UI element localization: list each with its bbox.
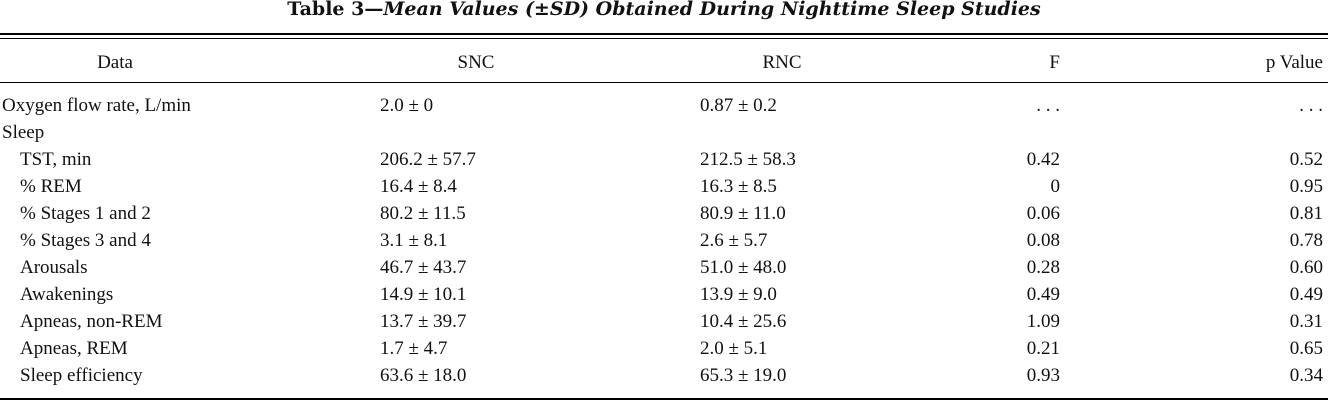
snc-value: 14.9 ± 10.1: [380, 284, 467, 305]
header-row: [0, 49, 1328, 77]
rnc-value: 10.4 ± 25.6: [700, 311, 787, 332]
p-value: 0.60: [1289, 257, 1323, 278]
snc-value: 2.0 ± 0: [380, 95, 434, 116]
header-data: Data: [97, 52, 133, 73]
snc-value: 16.4 ± 8.4: [380, 176, 457, 197]
header-rnc: RNC: [762, 52, 802, 73]
row-label: Awakenings: [20, 284, 114, 305]
table-title: Mean Values (±SD) Obtained During Nighttime Sleep Studies: [383, 0, 1041, 20]
bottom-rule: [0, 398, 1328, 400]
rnc-value: 51.0 ± 48.0: [700, 257, 787, 278]
header-p-value: p Value: [1265, 52, 1323, 73]
table-row: [0, 281, 1328, 309]
rnc-value: 212.5 ± 58.3: [700, 149, 796, 170]
p-value: 0.49: [1289, 284, 1323, 305]
table-row: [0, 146, 1328, 174]
f-value: 1.09: [1026, 311, 1060, 332]
p-value: 0.95: [1289, 176, 1323, 197]
rnc-value: 2.0 ± 5.1: [700, 338, 768, 359]
rnc-value: 13.9 ± 9.0: [700, 284, 777, 305]
snc-value: 3.1 ± 8.1: [380, 230, 448, 251]
snc-value: 80.2 ± 11.5: [380, 203, 466, 224]
f-value: 0.42: [1026, 149, 1060, 170]
row-label: % REM: [20, 176, 82, 197]
f-value: 0.21: [1026, 338, 1060, 359]
p-value: 0.31: [1289, 311, 1323, 332]
table-row: [0, 119, 1328, 147]
row-label: Sleep: [2, 122, 45, 143]
p-value: 0.81: [1289, 203, 1323, 224]
snc-value: 63.6 ± 18.0: [380, 365, 467, 386]
row-label: Arousals: [20, 257, 88, 278]
row-label: % Stages 3 and 4: [20, 230, 151, 251]
rnc-value: 80.9 ± 11.0: [700, 203, 786, 224]
rnc-value: 0.87 ± 0.2: [700, 95, 777, 116]
table-row: [0, 335, 1328, 363]
header-snc: SNC: [457, 52, 495, 73]
table-row: [0, 200, 1328, 228]
row-label: Sleep efficiency: [20, 365, 143, 386]
table-caption: [0, 0, 1328, 22]
snc-value: 206.2 ± 57.7: [380, 149, 476, 170]
f-value: 0.93: [1026, 365, 1060, 386]
top-rule-thin: [0, 38, 1328, 39]
table-row: [0, 254, 1328, 282]
f-value: 0: [1050, 176, 1060, 197]
table-row: [0, 173, 1328, 201]
rnc-value: 65.3 ± 19.0: [700, 365, 787, 386]
f-value: 0.08: [1026, 230, 1060, 251]
f-value: . . .: [1036, 95, 1060, 116]
table-row: [0, 92, 1328, 120]
p-value: . . .: [1299, 95, 1323, 116]
p-value: 0.78: [1289, 230, 1323, 251]
snc-value: 13.7 ± 39.7: [380, 311, 467, 332]
f-value: 0.06: [1026, 203, 1060, 224]
table-number: Table 3—: [287, 0, 384, 20]
header-f: F: [1049, 52, 1060, 73]
row-label: Apneas, REM: [20, 338, 128, 359]
rnc-value: 2.6 ± 5.7: [700, 230, 768, 251]
row-label: TST, min: [20, 149, 92, 170]
row-label: Oxygen flow rate, L/min: [2, 95, 191, 116]
f-value: 0.28: [1026, 257, 1060, 278]
table-row: [0, 308, 1328, 336]
snc-value: 46.7 ± 43.7: [380, 257, 467, 278]
top-rule-thick: [0, 33, 1328, 35]
p-value: 0.34: [1289, 365, 1323, 386]
header-rule: [0, 82, 1328, 83]
f-value: 0.49: [1026, 284, 1060, 305]
p-value: 0.65: [1289, 338, 1323, 359]
p-value: 0.52: [1289, 149, 1323, 170]
row-label: % Stages 1 and 2: [20, 203, 151, 224]
row-label: Apneas, non-REM: [20, 311, 163, 332]
table-row: [0, 362, 1328, 390]
table-row: [0, 227, 1328, 255]
rnc-value: 16.3 ± 8.5: [700, 176, 777, 197]
snc-value: 1.7 ± 4.7: [380, 338, 448, 359]
